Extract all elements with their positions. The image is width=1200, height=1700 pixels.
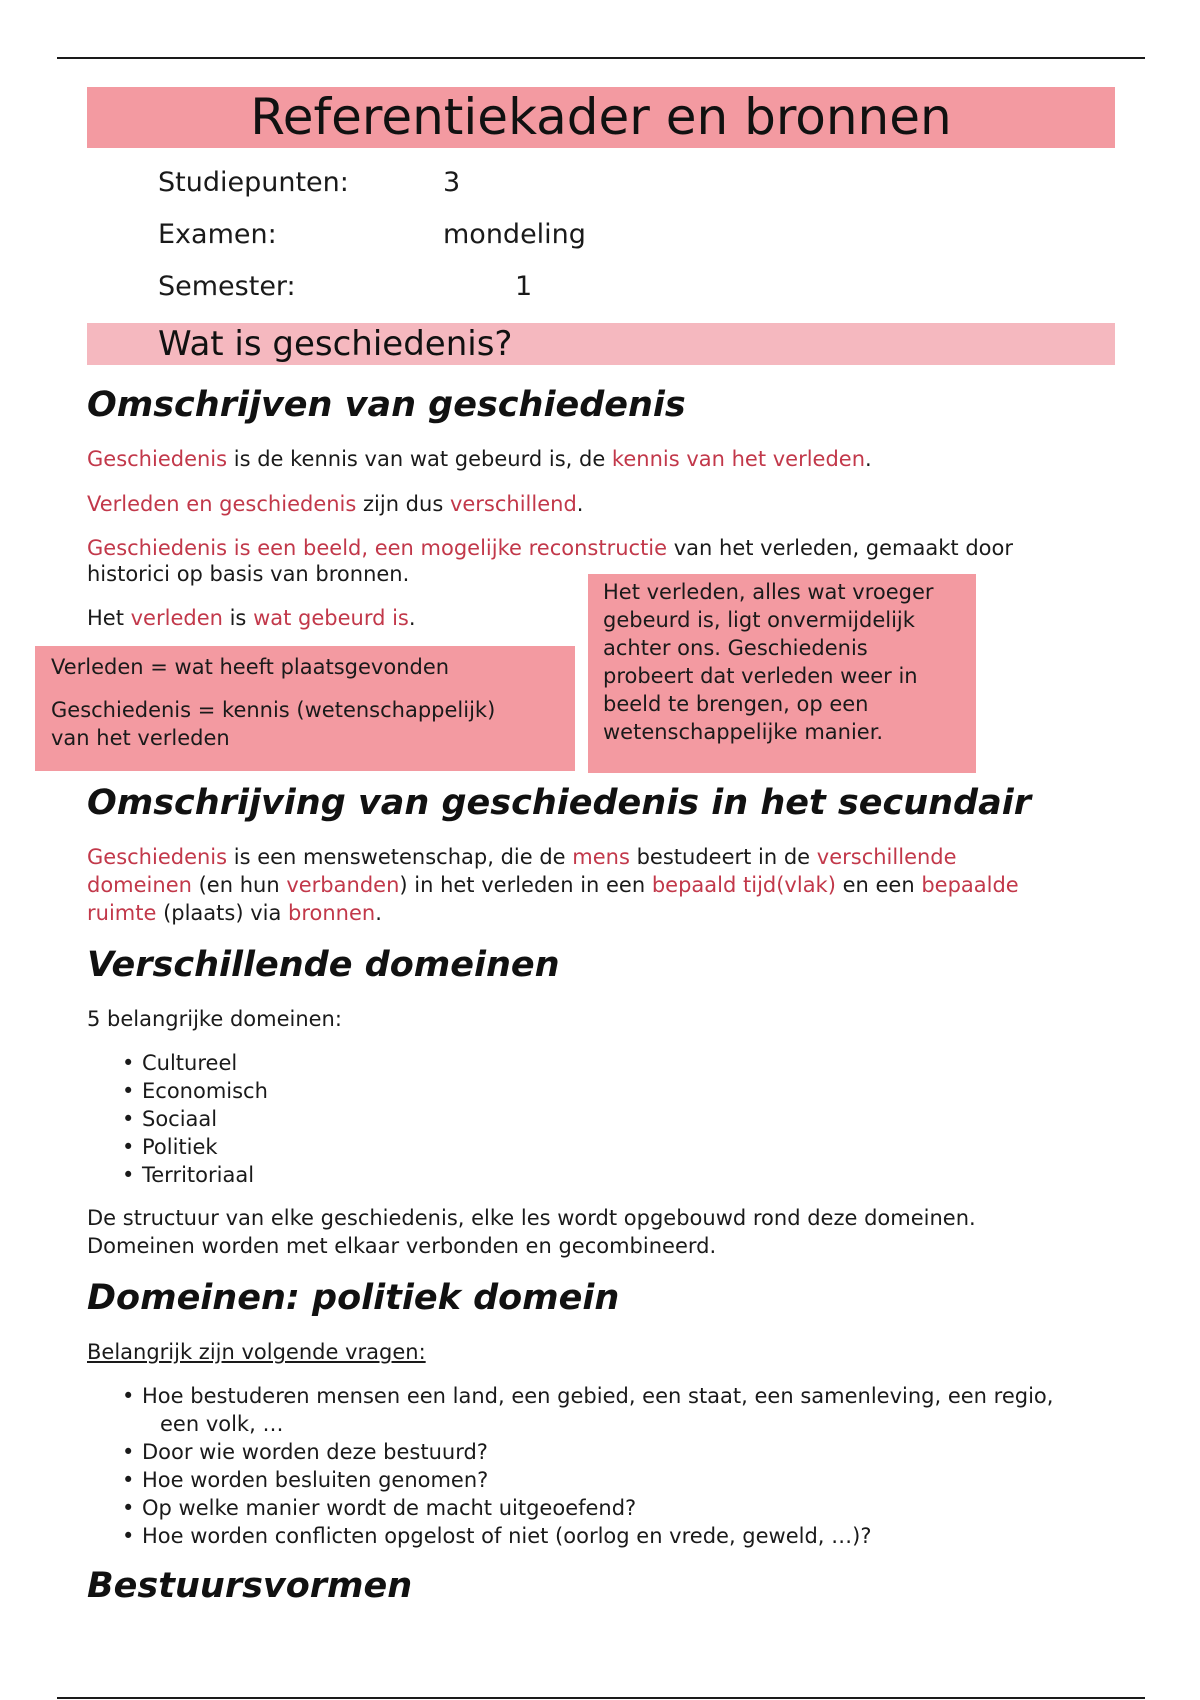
politiek-intro: Belangrijk zijn volgende vragen: bbox=[87, 1340, 426, 1364]
box-line: probeert dat verleden weer in bbox=[603, 664, 918, 688]
box-line: Verleden = wat heeft plaatsgevonden bbox=[51, 655, 450, 679]
document-title: Referentiekader en bronnen bbox=[87, 87, 1115, 148]
domeinen-list bbox=[120, 1049, 268, 1189]
heading-bestuursvormen: Bestuursvormen bbox=[87, 1566, 413, 1606]
box-line: wetenschappelijke manier. bbox=[603, 720, 884, 744]
meta-value: mondeling bbox=[443, 219, 586, 250]
meta-label: Semester: bbox=[158, 271, 296, 302]
meta-label: Studiepunten: bbox=[158, 167, 349, 198]
list-item: • Hoe worden conflicten opgelost of niet (oorlog en vrede, geweld, …)? bbox=[120, 1522, 1053, 1550]
domeinen-outro-1: De structuur van elke geschiedenis, elke les wordt opgebouwd rond deze domeinen. bbox=[87, 1206, 976, 1230]
heading-domeinen: Verschillende domeinen bbox=[87, 945, 560, 985]
list-item: • Door wie worden deze bestuurd? bbox=[120, 1438, 1053, 1466]
box-line: beeld te brengen, op een bbox=[603, 692, 869, 716]
domeinen-outro-2: Domeinen worden met elkaar verbonden en gecombineerd. bbox=[87, 1234, 717, 1258]
section-title: Wat is geschiedenis? bbox=[87, 323, 1115, 365]
heading-politiek: Domeinen: politiek domein bbox=[87, 1278, 620, 1318]
list-item: • Territoriaal bbox=[120, 1161, 268, 1189]
meta-label: Examen: bbox=[158, 219, 277, 250]
heading-secundair: Omschrijving van geschiedenis in het secundair bbox=[87, 783, 1031, 823]
definition-box bbox=[35, 646, 575, 771]
list-item: • Cultureel bbox=[120, 1049, 268, 1077]
meta-studiepunten bbox=[158, 167, 461, 198]
meta-semester bbox=[158, 271, 533, 302]
explanation-box bbox=[588, 574, 976, 773]
list-item: • Hoe bestuderen mensen een land, een gebied, een staat, een samenleving, een regio, bbox=[120, 1382, 1053, 1410]
box-line: van het verleden bbox=[51, 726, 230, 750]
list-item: • Economisch bbox=[120, 1077, 268, 1105]
top-rule bbox=[57, 57, 1145, 59]
box-line: Geschiedenis = kennis (wetenschappelijk) bbox=[51, 698, 496, 722]
box-line: achter ons. Geschiedenis bbox=[603, 636, 868, 660]
bottom-rule bbox=[57, 1697, 1145, 1699]
list-item: • Op welke manier wordt de macht uitgeoefend? bbox=[120, 1494, 1053, 1522]
list-item: • Hoe worden besluiten genomen? bbox=[120, 1466, 1053, 1494]
paragraph-2: Verleden en geschiedenis zijn dus verschillend. bbox=[87, 492, 584, 516]
list-item: • Politiek bbox=[120, 1133, 268, 1161]
paragraph-secundair-3: ruimte (plaats) via bronnen. bbox=[87, 901, 382, 925]
list-item: • Sociaal bbox=[120, 1105, 268, 1133]
meta-value: 1 bbox=[515, 271, 533, 302]
paragraph-1: Geschiedenis is de kennis van wat gebeurd is, de kennis van het verleden. bbox=[87, 447, 872, 471]
paragraph-3-cont: historici op basis van bronnen. bbox=[87, 562, 410, 586]
box-line: gebeurd is, ligt onvermijdelijk bbox=[603, 608, 915, 632]
list-item-continuation: een volk, … bbox=[160, 1412, 284, 1436]
paragraph-4: Het verleden is wat gebeurd is. bbox=[87, 606, 416, 630]
paragraph-secundair-2: domeinen (en hun verbanden) in het verleden in een bepaald tijd(vlak) en een bepaalde bbox=[87, 873, 1019, 897]
meta-value: 3 bbox=[443, 167, 461, 198]
meta-examen bbox=[158, 219, 586, 250]
box-line: Het verleden, alles wat vroeger bbox=[603, 580, 934, 604]
politiek-questions bbox=[120, 1382, 1053, 1550]
domeinen-intro: 5 belangrijke domeinen: bbox=[87, 1007, 342, 1031]
heading-omschrijven: Omschrijven van geschiedenis bbox=[87, 385, 686, 425]
paragraph-secundair-1: Geschiedenis is een menswetenschap, die de mens bestudeert in de verschillende bbox=[87, 845, 957, 869]
paragraph-3: Geschiedenis is een beeld, een mogelijke reconstructie van het verleden, gemaakt door bbox=[87, 536, 1013, 560]
